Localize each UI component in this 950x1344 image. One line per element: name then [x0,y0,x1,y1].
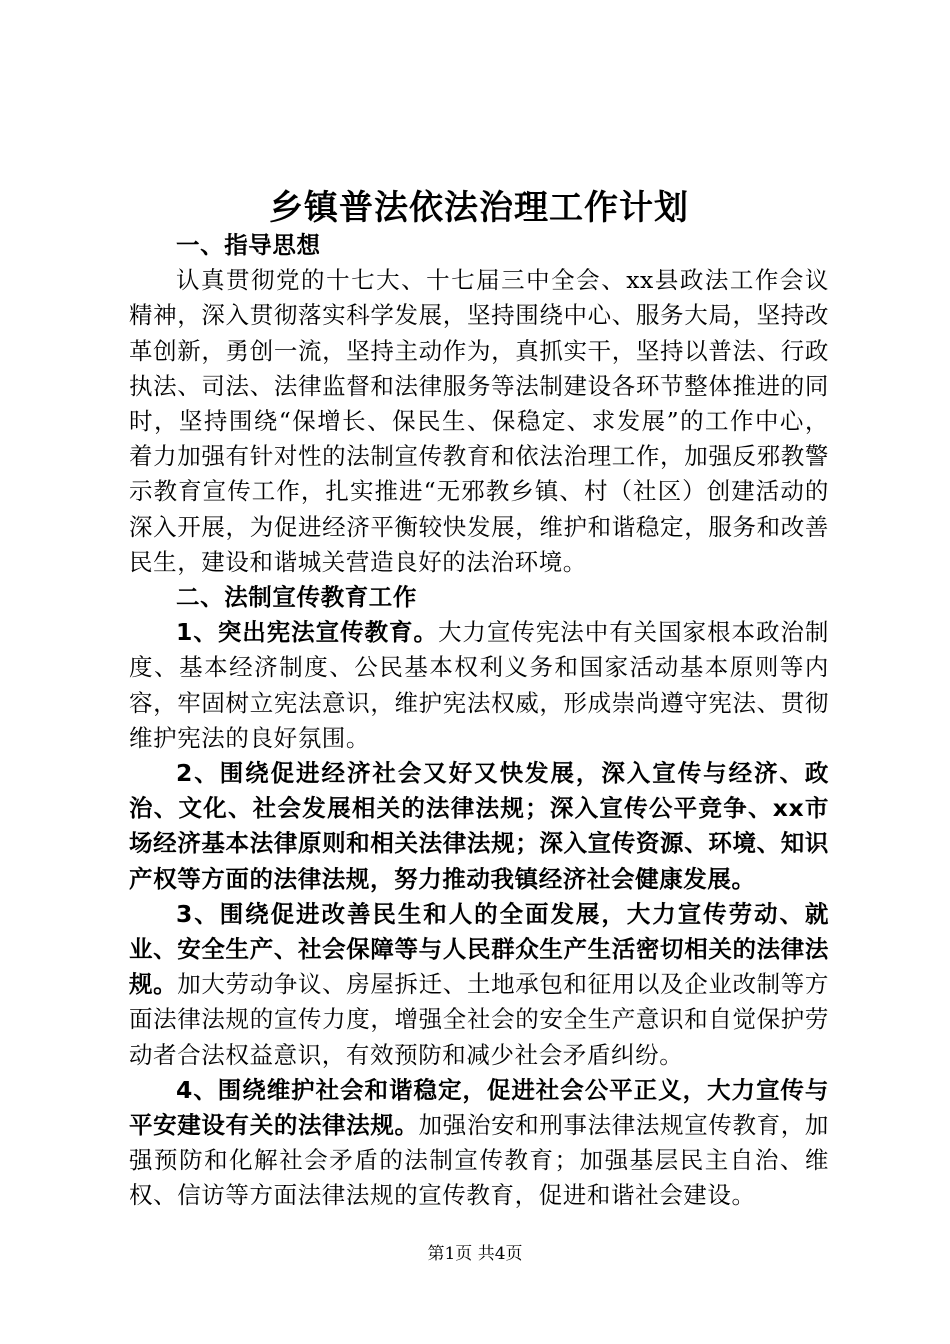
list-item-4-lead: 4、围绕维护社会和谐稳定，促进社会公平正义，大力宣传与平安建设有关的法律法规。 [129,1075,829,1140]
document-body [129,186,829,1214]
list-item-4 [129,1073,829,1214]
list-item-4-body: 加强治安和刑事法律法规宣传教育，加强预防和化解社会矛盾的法制宣传教育；加强基层民主自治、维权、信访等方面法律法规的宣传教育，促进和谐社会建设。 [129,1111,829,1210]
document-title: 乡镇普法依法治理工作计划 [269,188,689,228]
section-paragraph-guiding-ideology: 认真贯彻党的十七大、十七届三中全会、xx县政法工作会议精神，深入贯彻落实科学发展，坚持围绕中心、服务大局，坚持改革创新，勇创一流，坚持主动作为，真抓实干，坚持以普法、行政执法、司法、法律监督和法律服务等法制建设各环节整体推进的同时，坚持围绕“保增长、保民生、保稳定、求发展”的工作中心，着力加强有针对性的法制宣传教育和依法治理工作，加强反邪教警示教育宣传工作，扎实推进“无邪教乡镇、村（社区）创建活动的深入开展，为促进经济平衡较快发展，维护和谐稳定，服务和改善民生，建设和谐城关营造良好的法治环境。 [129,266,829,576]
list-item-3-body: 加大劳动争议、房屋拆迁、土地承包和征用以及企业改制等方面法律法规的宣传力度，增强全社会的安全生产意识和自觉保护劳动者合法权益意识，有效预防和减少社会矛盾纠纷。 [129,970,829,1069]
section-heading-guiding-ideology: 一、指导思想 [176,231,321,259]
section-heading-legal-education: 二、法制宣传教育工作 [176,583,417,612]
list-item-1-lead: 1、突出宪法宣传教育。 [176,618,438,647]
list-item-1 [129,615,829,756]
list-item-1-body: 大力宣传宪法中有关国家根本政治制度、基本经济制度、公民基本权利义务和国家活动基本原则等内容，牢固树立宪法意识，维护宪法权威，形成崇尚遵守宪法、贯彻维护宪法的良好氛围。 [129,618,829,752]
list-item-3 [129,897,829,1073]
list-item-2: 2、围绕促进经济社会又好又快发展，深入宣传与经济、政治、文化、社会发展相关的法律法规；深入宣传公平竞争、xx市场经济基本法律原则和相关法律法规；深入宣传资源、环境、知识产权等方面的法律法规，努力推动我镇经济社会健康发展。 [129,759,829,893]
list-item-3-lead: 3、围绕促进改善民生和人的全面发展，大力宣传劳动、就业、安全生产、社会保障等与人民群众生产生活密切相关的法律法规。 [129,899,829,999]
page-number-footer: 第1页 共4页 [427,1244,523,1264]
